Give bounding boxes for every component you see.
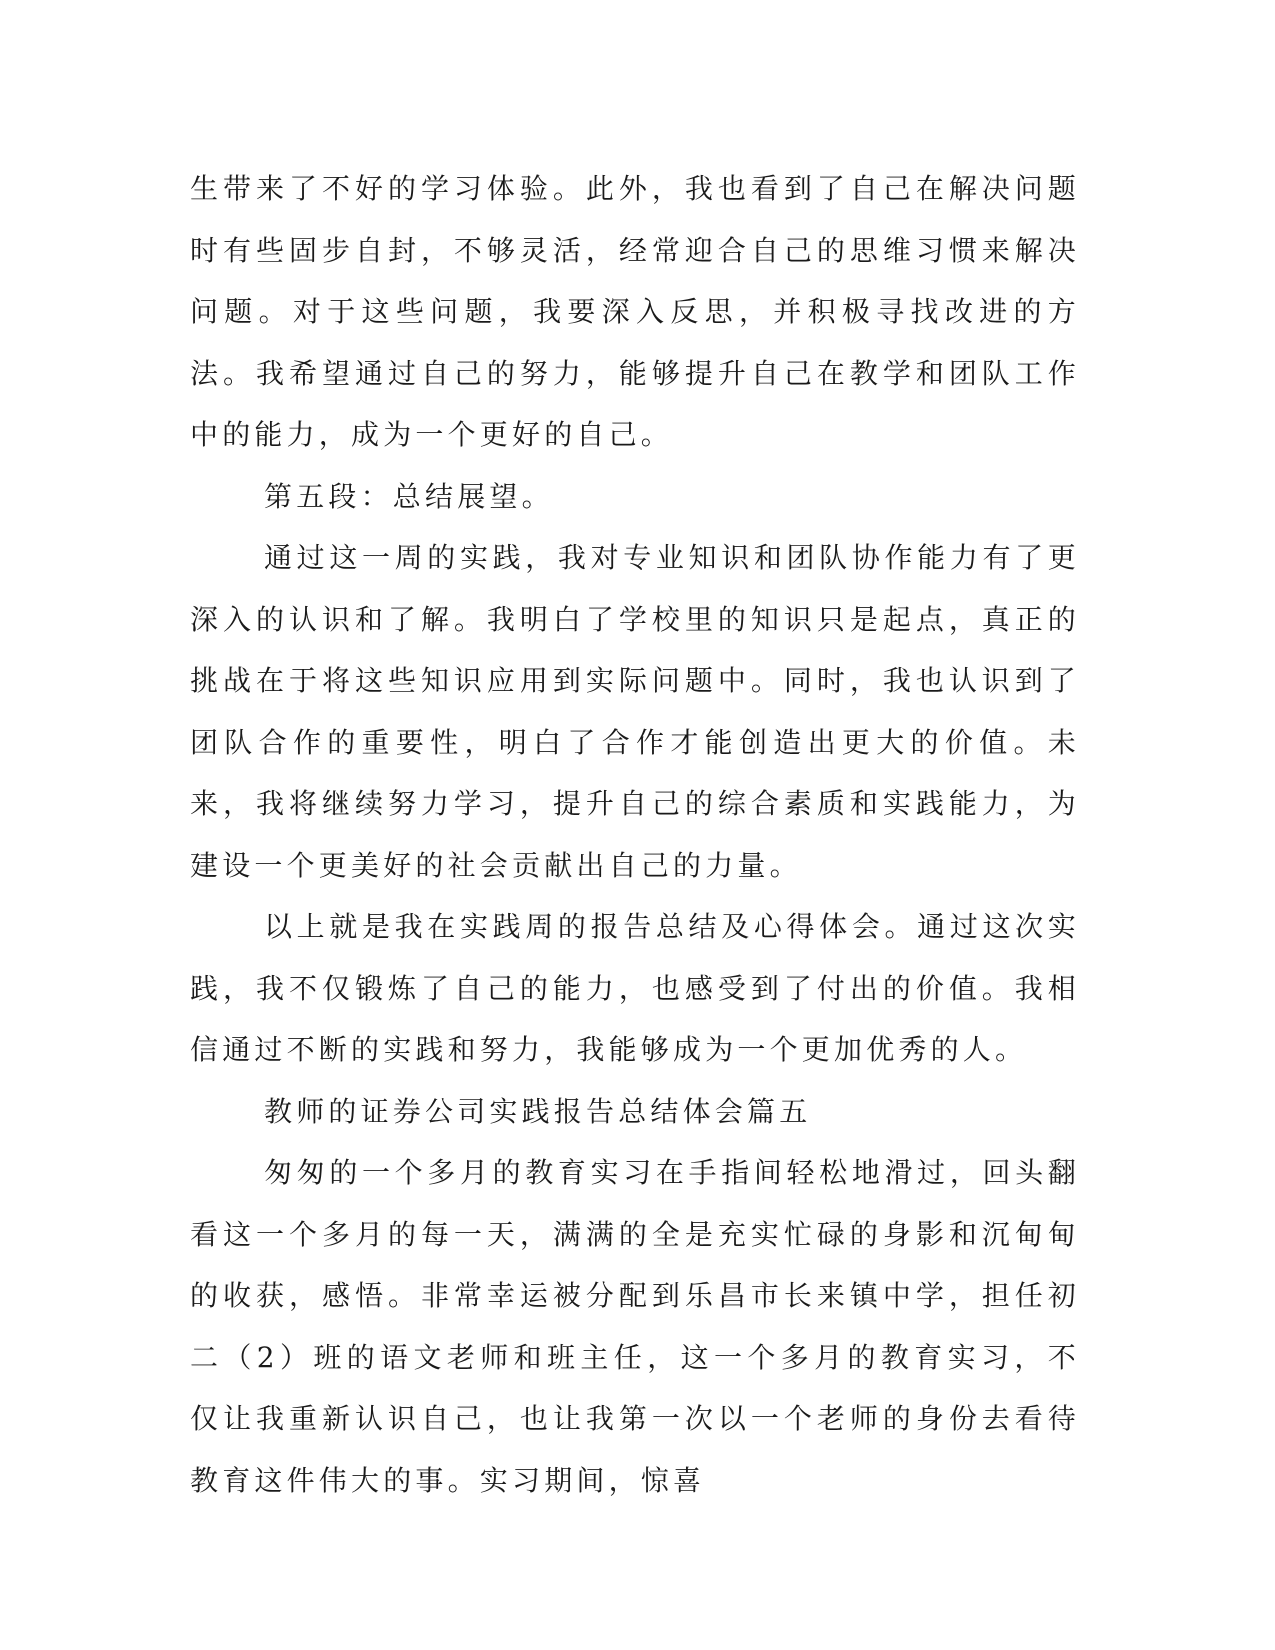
article-title-part-five: 教师的证券公司实践报告总结体会篇五 (264, 1094, 812, 1128)
document-body (190, 158, 1080, 1511)
section-heading-five: 第五段：总结展望。 (264, 479, 554, 513)
paragraph-summary-outlook: 通过这一周的实践，我对专业知识和团队协作能力有了更深入的认识和了解。我明白了学校里的知识只是起点，真正的挑战在于将这些知识应用到实际问题中。同时，我也认识到了团队合作的重要性，明白了合作才能创造出更大的价值。未来，我将继续努力学习，提升自己的综合素质和实践能力，为建设一个更美好的社会贡献出自己的力量。 (190, 541, 1080, 882)
paragraph-continuation: 生带来了不好的学习体验。此外，我也看到了自己在解决问题时有些固步自封，不够灵活，经常迎合自己的思维习惯来解决问题。对于这些问题，我要深入反思，并积极寻找改进的方法。我希望通过自己的努力，能够提升自己在教学和团队工作中的能力，成为一个更好的自己。 (190, 172, 1080, 451)
paragraph-conclusion: 以上就是我在实践周的报告总结及心得体会。通过这次实践，我不仅锻炼了自己的能力，也感受到了付出的价值。我相信通过不断的实践和努力，我能够成为一个更加优秀的人。 (190, 910, 1080, 1066)
paragraph-internship-intro: 匆匆的一个多月的教育实习在手指间轻松地滑过，回头翻看这一个多月的每一天，满满的全是充实忙碌的身影和沉甸甸的收获，感悟。非常幸运被分配到乐昌市长来镇中学，担任初二（2）班的语文老师和班主任，这一个多月的教育实习，不仅让我重新认识自己，也让我第一次以一个老师的身份去看待教育这件伟大的事。实习期间，惊喜 (190, 1156, 1080, 1497)
